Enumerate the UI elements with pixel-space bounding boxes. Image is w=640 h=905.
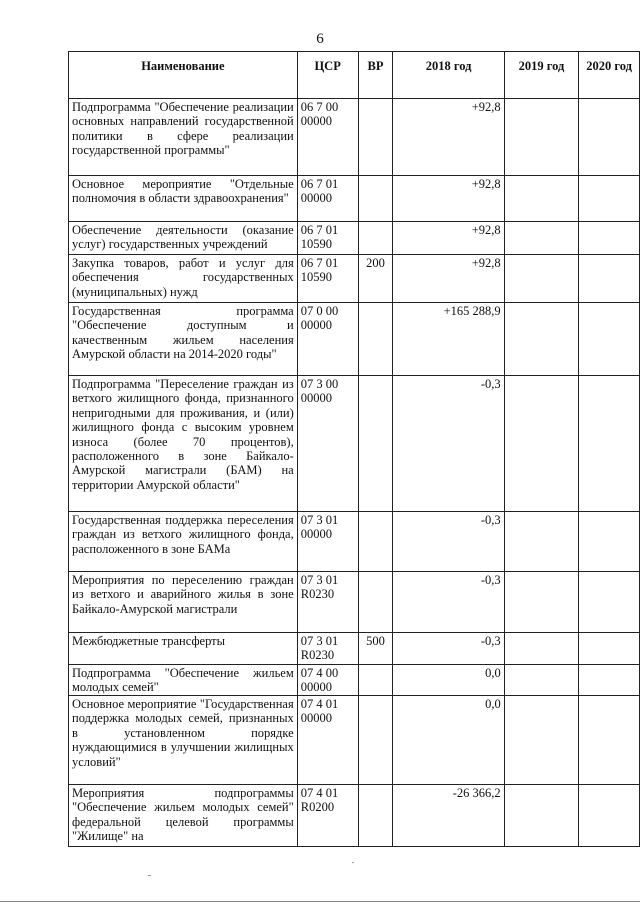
scan-speck <box>352 862 354 863</box>
column-header-name: Наименование <box>69 52 298 99</box>
row-2020 <box>579 785 640 847</box>
row-vr <box>358 572 393 633</box>
row-2020 <box>579 303 640 376</box>
row-name: Основное мероприятие "Отдельные полномочия в области здравоохранения" <box>69 176 298 222</box>
row-2019 <box>504 696 579 785</box>
table-row <box>69 696 640 785</box>
row-vr <box>358 176 393 222</box>
page-number: 6 <box>316 31 324 47</box>
row-vr <box>358 696 393 785</box>
table-row <box>69 512 640 572</box>
row-csr: 06 7 00 00000 <box>297 99 358 176</box>
row-2020 <box>579 572 640 633</box>
row-2018: +92,8 <box>393 222 504 255</box>
table-row <box>69 222 640 255</box>
column-header-csr: ЦСР <box>297 52 358 99</box>
row-2018: 0,0 <box>393 696 504 785</box>
row-csr: 07 4 01 00000 <box>297 696 358 785</box>
table-row <box>69 665 640 696</box>
row-2018: -26 366,2 <box>393 785 504 847</box>
row-vr <box>358 512 393 572</box>
row-2018: -0,3 <box>393 572 504 633</box>
row-csr: 07 3 01 00000 <box>297 512 358 572</box>
row-name: Основное мероприятие "Государственная поддержка молодых семей, признанных в установленном порядке нуждающимися в улучшении жилищных условий" <box>69 696 298 785</box>
row-name: Обеспечение деятельности (оказание услуг) государственных учреждений <box>69 222 298 255</box>
column-header-2020: 2020 год <box>579 52 640 99</box>
row-2019 <box>504 572 579 633</box>
row-2019 <box>504 99 579 176</box>
row-2019 <box>504 222 579 255</box>
column-header-vr: ВР <box>358 52 393 99</box>
table-row <box>69 255 640 303</box>
table-row <box>69 633 640 665</box>
row-name: Мероприятия подпрограммы "Обеспечение жильем молодых семей" федеральной целевой программы "Жилище" на <box>69 785 298 847</box>
row-name: Подпрограмма "Обеспечение реализации основных направлений государственной политики в сфере реализации государственной программы" <box>69 99 298 176</box>
row-2020 <box>579 176 640 222</box>
row-csr: 07 0 00 00000 <box>297 303 358 376</box>
row-2018: -0,3 <box>393 376 504 512</box>
table-row <box>69 785 640 847</box>
row-2018: +92,8 <box>393 99 504 176</box>
table-row <box>69 376 640 512</box>
row-2019 <box>504 785 579 847</box>
row-vr <box>358 303 393 376</box>
row-2020 <box>579 222 640 255</box>
row-vr <box>358 665 393 696</box>
column-header-2018: 2018 год <box>393 52 504 99</box>
column-header-2019: 2019 год <box>504 52 579 99</box>
row-2020 <box>579 376 640 512</box>
row-2020 <box>579 512 640 572</box>
row-csr: 07 4 01 R0200 <box>297 785 358 847</box>
row-2018: -0,3 <box>393 633 504 665</box>
row-name: Подпрограмма "Обеспечение жильем молодых семей" <box>69 665 298 696</box>
row-vr <box>358 376 393 512</box>
scan-speck <box>148 875 151 876</box>
row-2019 <box>504 303 579 376</box>
budget-table <box>68 51 640 847</box>
row-csr: 06 7 01 10590 <box>297 222 358 255</box>
row-2020 <box>579 99 640 176</box>
row-csr: 07 3 01 R0230 <box>297 572 358 633</box>
row-2020 <box>579 633 640 665</box>
row-2020 <box>579 665 640 696</box>
table-row <box>69 303 640 376</box>
table-row <box>69 99 640 176</box>
row-csr: 06 7 01 10590 <box>297 255 358 303</box>
row-name: Государственная поддержка переселения граждан из ветхого жилищного фонда, расположенного в зоне БАМа <box>69 512 298 572</box>
row-name: Мероприятия по переселению граждан из ветхого и аварийного жилья в зоне Байкало-Амурской магистрали <box>69 572 298 633</box>
row-2019 <box>504 633 579 665</box>
row-2019 <box>504 665 579 696</box>
scan-edge-line <box>0 901 640 902</box>
row-2019 <box>504 512 579 572</box>
row-name: Государственная программа "Обеспечение доступным и качественным жильем населения Амурской области на 2014-2020 годы" <box>69 303 298 376</box>
row-2020 <box>579 255 640 303</box>
row-2019 <box>504 176 579 222</box>
row-csr: 07 4 00 00000 <box>297 665 358 696</box>
row-vr: 200 <box>358 255 393 303</box>
row-vr <box>358 99 393 176</box>
row-2018: 0,0 <box>393 665 504 696</box>
row-2018: +92,8 <box>393 255 504 303</box>
table-row <box>69 572 640 633</box>
row-name: Подпрограмма "Переселение граждан из ветхого жилищного фонда, признанного непригодными для проживания, и (или) жилищного фонда с высоким уровнем износа (более 70 процентов), расположенного в зоне Байкало-Амурской магистрали (БАМ) на территории Амурской области" <box>69 376 298 512</box>
row-2019 <box>504 376 579 512</box>
row-name: Межбюджетные трансферты <box>69 633 298 665</box>
row-csr: 07 3 01 R0230 <box>297 633 358 665</box>
row-2018: +165 288,9 <box>393 303 504 376</box>
table-header-row <box>69 52 640 99</box>
table-row <box>69 176 640 222</box>
row-2018: +92,8 <box>393 176 504 222</box>
row-csr: 07 3 00 00000 <box>297 376 358 512</box>
row-vr: 500 <box>358 633 393 665</box>
row-csr: 06 7 01 00000 <box>297 176 358 222</box>
row-2019 <box>504 255 579 303</box>
row-vr <box>358 785 393 847</box>
row-2020 <box>579 696 640 785</box>
row-vr <box>358 222 393 255</box>
row-name: Закупка товаров, работ и услуг для обеспечения государственных (муниципальных) нужд <box>69 255 298 303</box>
row-2018: -0,3 <box>393 512 504 572</box>
